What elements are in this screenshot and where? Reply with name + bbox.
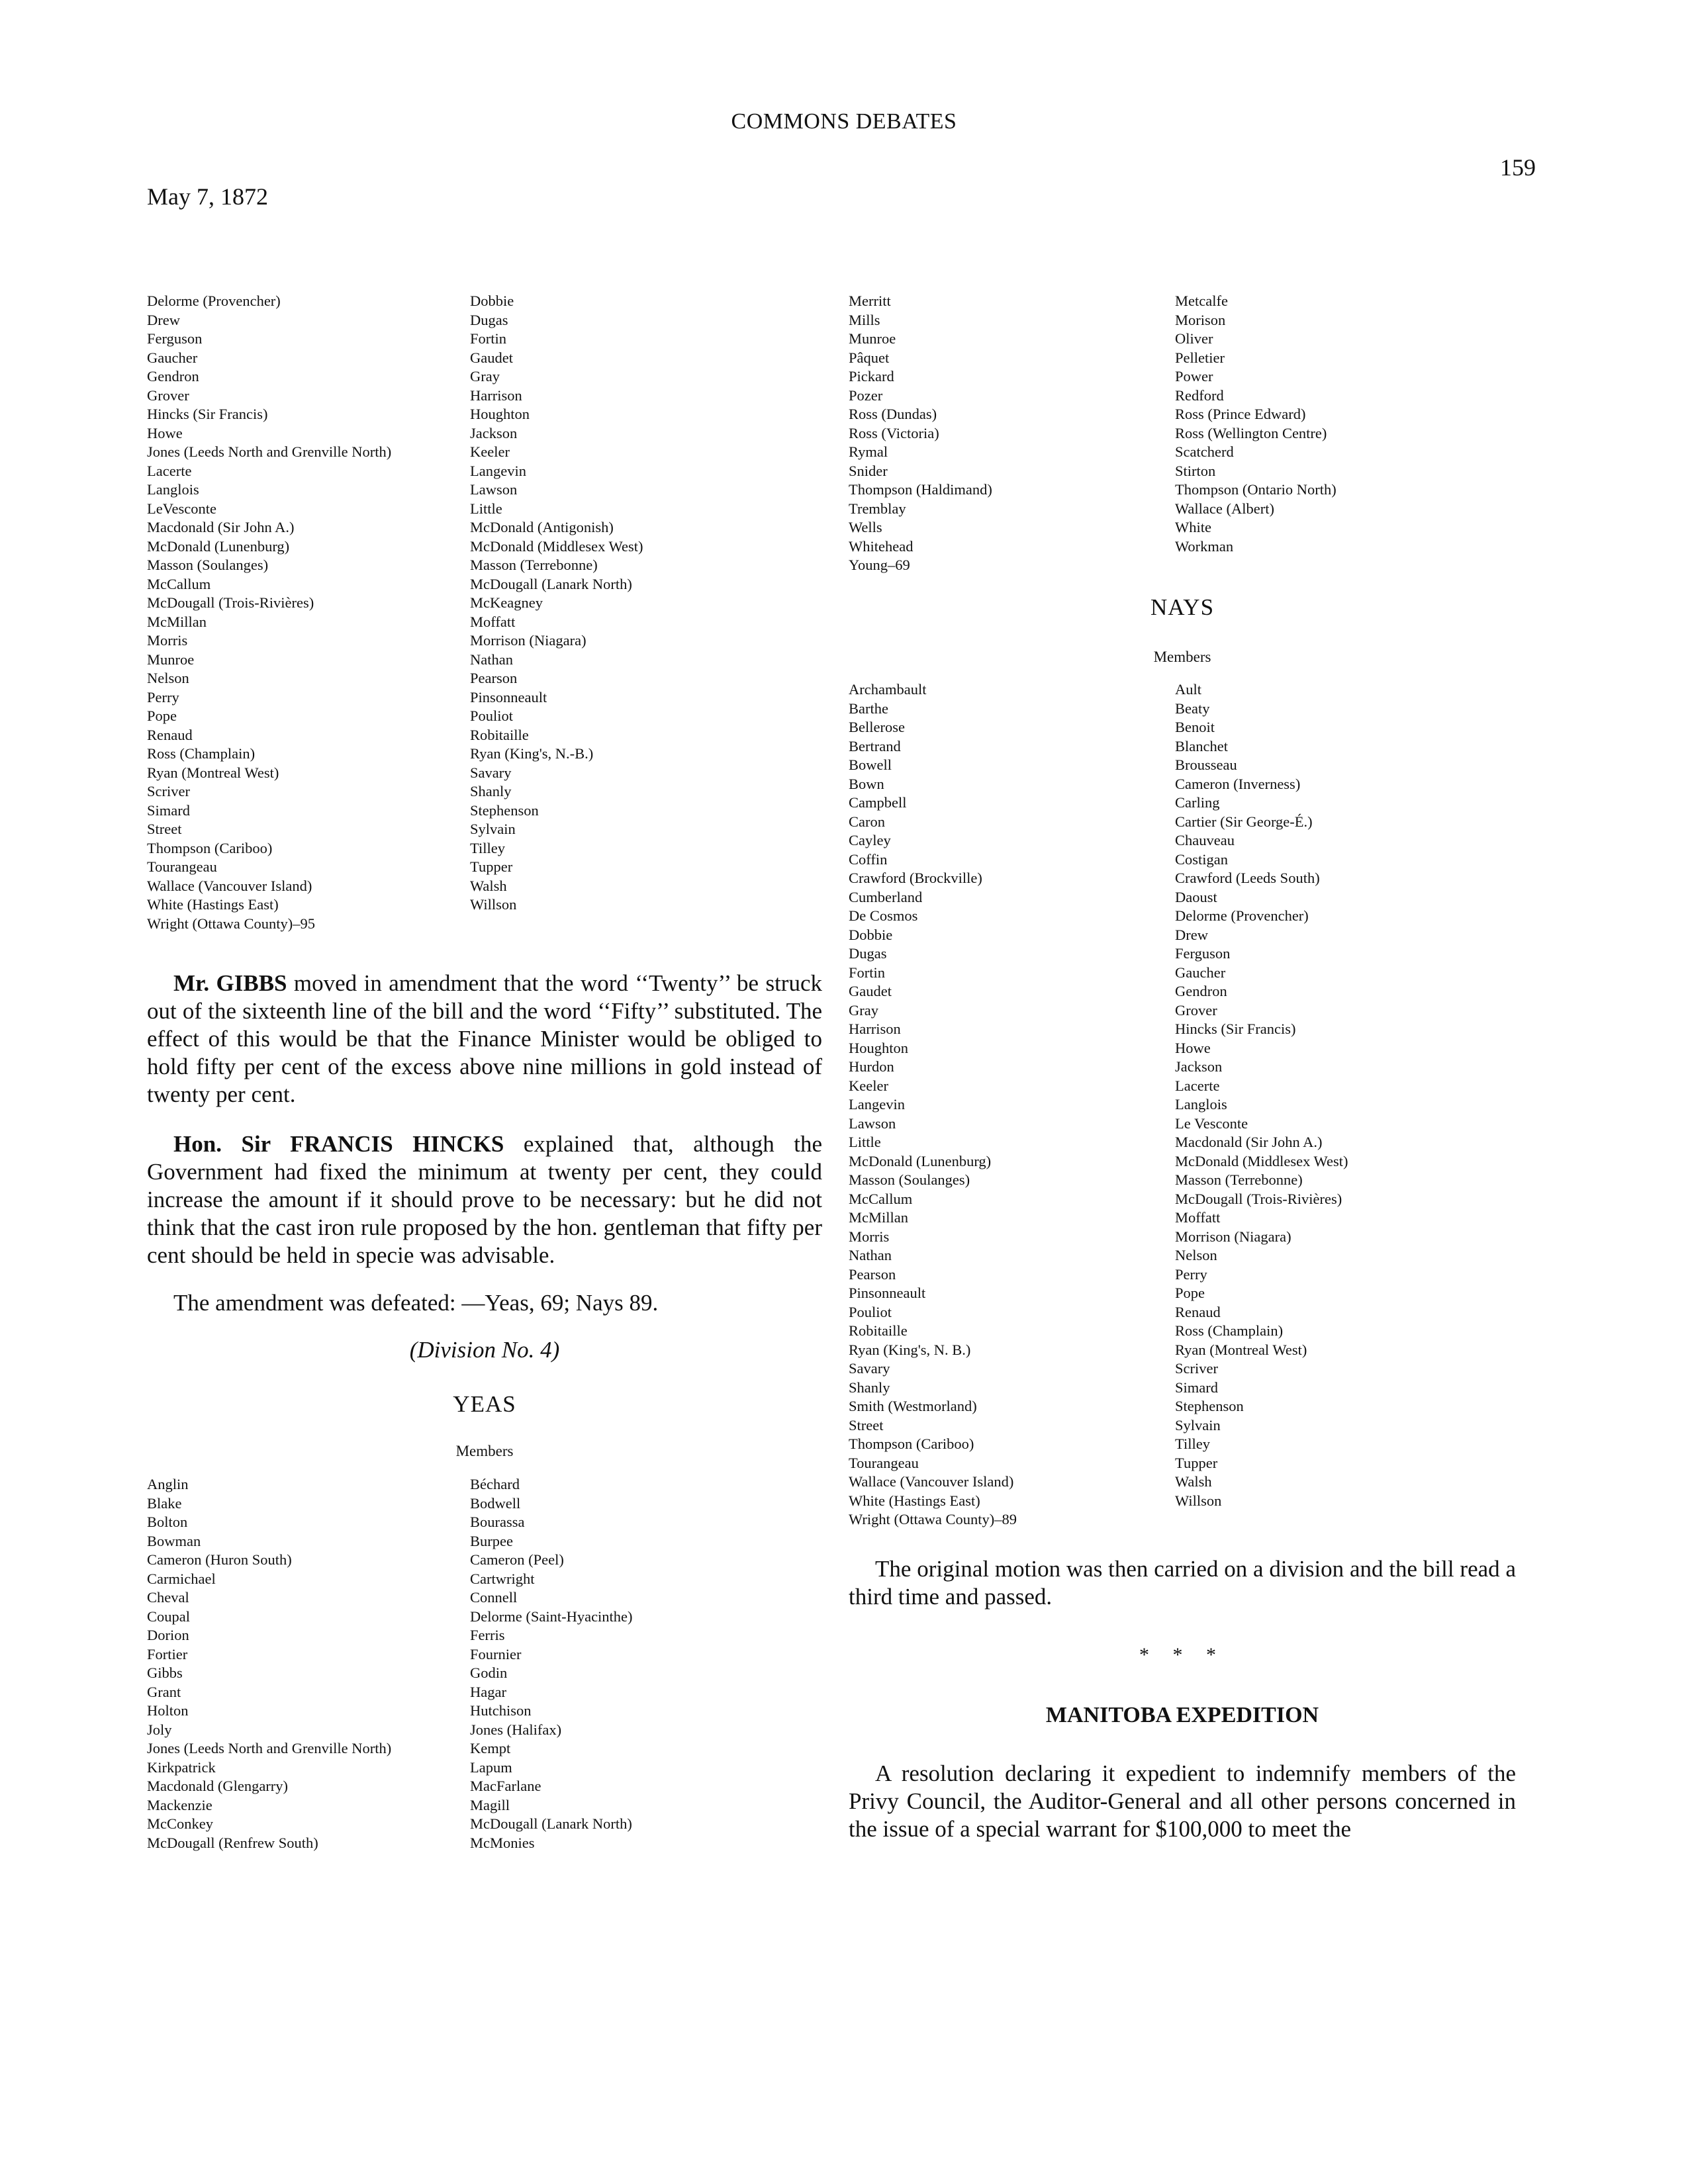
- member-name: Little: [849, 1134, 881, 1150]
- member-name: Dobbie: [849, 926, 893, 943]
- running-head: COMMONS DEBATES: [731, 109, 957, 134]
- member-name: Ross (Champlain): [1175, 1322, 1284, 1339]
- member-name: Bertrand: [849, 737, 901, 754]
- member-name: Hutchison: [470, 1702, 532, 1719]
- member-name: Renaud: [1175, 1303, 1221, 1320]
- member-name: Pelletier: [1175, 349, 1225, 366]
- member-name: Gaucher: [147, 349, 198, 366]
- member-name: McCallum: [147, 575, 211, 592]
- member-name: Workman: [1175, 537, 1234, 555]
- member-name: Béchard: [470, 1476, 520, 1492]
- member-name: McMillan: [849, 1209, 908, 1226]
- member-name: Crawford (Brockville): [849, 870, 982, 886]
- member-name: Munroe: [849, 330, 896, 347]
- member-name: Carling: [1175, 794, 1220, 811]
- member-name: Houghton: [849, 1039, 908, 1056]
- gibbs-amendment-text: moved in amendment that the word ‘‘Twenty’’ be struck out of the sixteenth line of the bill and the word ‘‘Fifty’’ substituted. The effect of this would be that the Finance Minister would be obliged to hold fifty per cent of the excess above nine millions in gold instead of twenty per cent.: [147, 970, 822, 1107]
- member-name: Delorme (Provencher): [1175, 907, 1309, 924]
- member-name: Gray: [849, 1001, 878, 1019]
- member-name: Le Vesconte: [1175, 1115, 1248, 1132]
- member-name: Grant: [147, 1683, 181, 1700]
- member-name: Tremblay: [849, 500, 906, 517]
- member-name: Fortin: [849, 964, 886, 981]
- member-name: Thompson (Cariboo): [147, 839, 273, 856]
- member-name: Scriver: [147, 783, 190, 799]
- member-name: Wallace (Albert): [1175, 500, 1274, 517]
- member-name: Wallace (Vancouver Island): [849, 1473, 1014, 1490]
- member-name: Metcalfe: [1175, 293, 1228, 309]
- member-name: McMonies: [470, 1834, 535, 1851]
- member-name: Magill: [470, 1796, 510, 1813]
- member-name: Pope: [147, 707, 177, 724]
- member-name: Scriver: [1175, 1360, 1218, 1377]
- member-name: Lawson: [470, 481, 518, 498]
- yeas-col2: [470, 1475, 633, 1852]
- member-name: Morris: [147, 632, 188, 649]
- member-name: Delorme (Saint-Hyacinthe): [470, 1608, 633, 1625]
- member-name: Jackson: [1175, 1058, 1223, 1075]
- member-name: Sylvain: [470, 821, 516, 837]
- member-name: Cartwright: [470, 1570, 535, 1587]
- member-name: Snider: [849, 462, 888, 479]
- member-name: Bowman: [147, 1532, 201, 1549]
- member-name: Gray: [470, 368, 500, 385]
- member-name: Gendron: [147, 368, 199, 385]
- member-name: Merritt: [849, 293, 891, 309]
- member-name: Wright (Ottawa County)–95: [147, 915, 316, 932]
- member-name: Langlois: [1175, 1096, 1227, 1113]
- member-name: Pozer: [849, 387, 883, 404]
- member-name: Pouliot: [470, 707, 514, 724]
- member-name: Fortier: [147, 1645, 188, 1662]
- member-name: Lapum: [470, 1758, 512, 1776]
- member-name: Bolton: [147, 1514, 188, 1530]
- member-name: Shanly: [849, 1379, 890, 1396]
- member-name: Ferris: [470, 1627, 505, 1643]
- member-name: White: [1175, 519, 1211, 535]
- member-name: Pearson: [470, 670, 518, 686]
- member-name: McConkey: [147, 1815, 213, 1832]
- member-name: McDougall (Renfrew South): [147, 1834, 318, 1851]
- member-name: Masson (Terrebonne): [470, 557, 598, 573]
- member-name: McDonald (Lunenburg): [147, 537, 290, 555]
- member-name: Young–69: [849, 557, 910, 573]
- member-name: Simard: [1175, 1379, 1218, 1396]
- member-name: Kirkpatrick: [147, 1758, 216, 1776]
- member-name: Nathan: [849, 1247, 892, 1263]
- member-name: Walsh: [470, 877, 507, 894]
- member-name: Stephenson: [1175, 1398, 1244, 1414]
- speaker-hincks: Hon. Sir FRANCIS HINCKS: [173, 1131, 504, 1157]
- member-name: Dorion: [147, 1627, 189, 1643]
- member-name: Brousseau: [1175, 756, 1237, 773]
- member-name: Macdonald (Glengarry): [147, 1778, 289, 1794]
- member-name: Tilley: [470, 839, 505, 856]
- section-separator: * * *: [1139, 1644, 1225, 1666]
- member-name: Masson (Soulanges): [147, 557, 269, 573]
- member-name: Barthe: [849, 700, 888, 717]
- member-name: Macdonald (Sir John A.): [1175, 1134, 1323, 1150]
- member-name: Willson: [470, 896, 517, 913]
- member-name: Street: [147, 821, 182, 837]
- member-name: Ryan (Montreal West): [1175, 1341, 1307, 1358]
- member-name: Fortin: [470, 330, 507, 347]
- member-name: Cheval: [147, 1589, 189, 1606]
- member-name: Ross (Champlain): [147, 745, 256, 762]
- member-name: Hurdon: [849, 1058, 894, 1075]
- member-name: Ferguson: [1175, 945, 1231, 962]
- member-name: McKeagney: [470, 594, 543, 611]
- member-name: Thompson (Haldimand): [849, 481, 992, 498]
- member-name: Sylvain: [1175, 1416, 1221, 1433]
- member-name: Tupper: [1175, 1454, 1218, 1471]
- member-name: Nelson: [1175, 1247, 1217, 1263]
- member-name: Tupper: [470, 858, 513, 875]
- member-name: Archambault: [849, 681, 927, 698]
- member-name: Tourangeau: [849, 1454, 919, 1471]
- member-name: Little: [470, 500, 502, 517]
- member-name: Thompson (Cariboo): [849, 1435, 974, 1452]
- page-date: May 7, 1872: [147, 183, 268, 210]
- member-name: Chauveau: [1175, 832, 1235, 848]
- member-name: Holton: [147, 1702, 189, 1719]
- nays-heading: NAYS: [1150, 594, 1215, 620]
- member-name: Joly: [147, 1721, 172, 1738]
- member-name: Burpee: [470, 1532, 513, 1549]
- member-name: Grover: [1175, 1001, 1217, 1019]
- member-name: Whitehead: [849, 537, 914, 555]
- member-name: McDougall (Trois-Rivières): [1175, 1190, 1342, 1207]
- member-name: Langevin: [470, 462, 526, 479]
- division-number: (Division No. 4): [409, 1337, 560, 1363]
- member-name: Morrison (Niagara): [470, 632, 586, 649]
- member-name: Lacerte: [147, 462, 192, 479]
- member-name: Connell: [470, 1589, 518, 1606]
- member-name: White (Hastings East): [147, 896, 279, 913]
- member-name: Moffatt: [470, 613, 516, 630]
- member-name: McDougall (Trois-Rivières): [147, 594, 314, 611]
- member-name: Ross (Wellington Centre): [1175, 424, 1327, 441]
- member-name: Grover: [147, 387, 189, 404]
- previous-yeas-col3: [849, 292, 992, 575]
- member-name: Macdonald (Sir John A.): [147, 519, 295, 535]
- member-name: Munroe: [147, 651, 195, 668]
- member-name: Hincks (Sir Francis): [147, 406, 268, 422]
- member-name: Cameron (Inverness): [1175, 775, 1301, 792]
- member-name: Masson (Terrebonne): [1175, 1171, 1303, 1188]
- member-name: White (Hastings East): [849, 1492, 980, 1509]
- member-name: McCallum: [849, 1190, 913, 1207]
- member-name: McDonald (Middlesex West): [1175, 1152, 1348, 1169]
- member-name: Pickard: [849, 368, 894, 385]
- speaker-gibbs: Mr. GIBBS: [173, 970, 287, 996]
- member-name: Kempt: [470, 1740, 511, 1756]
- member-name: Jones (Leeds North and Grenville North): [147, 1740, 392, 1756]
- member-name: Stephenson: [470, 801, 539, 819]
- member-name: Ryan (Montreal West): [147, 764, 279, 781]
- nays-col2: [1175, 680, 1348, 1510]
- member-name: Robitaille: [470, 726, 529, 743]
- member-name: Hincks (Sir Francis): [1175, 1021, 1296, 1037]
- member-name: Costigan: [1175, 850, 1229, 868]
- member-name: Bown: [849, 775, 884, 792]
- member-name: Keeler: [470, 443, 510, 460]
- member-name: Smith (Westmorland): [849, 1398, 977, 1414]
- member-name: Delorme (Provencher): [147, 293, 281, 309]
- member-name: Willson: [1175, 1492, 1222, 1509]
- member-name: Carmichael: [147, 1570, 216, 1587]
- member-name: Pouliot: [849, 1303, 892, 1320]
- member-name: Perry: [147, 688, 179, 705]
- member-name: Renaud: [147, 726, 193, 743]
- member-name: Dobbie: [470, 293, 514, 309]
- member-name: Wallace (Vancouver Island): [147, 877, 312, 894]
- member-name: Houghton: [470, 406, 530, 422]
- member-name: Morris: [849, 1228, 890, 1245]
- member-name: Walsh: [1175, 1473, 1212, 1490]
- member-name: Bodwell: [470, 1494, 521, 1512]
- member-name: Thompson (Ontario North): [1175, 481, 1336, 498]
- yeas-col1: [147, 1475, 391, 1852]
- member-name: Pinsonneault: [849, 1285, 926, 1301]
- member-name: Cameron (Peel): [470, 1551, 564, 1568]
- member-name: Redford: [1175, 387, 1224, 404]
- member-name: Lawson: [849, 1115, 896, 1132]
- member-name: Fournier: [470, 1645, 522, 1662]
- member-name: Godin: [470, 1664, 508, 1681]
- member-name: Cayley: [849, 832, 891, 848]
- member-name: Bourassa: [470, 1514, 525, 1530]
- member-name: Mills: [849, 311, 880, 328]
- member-name: Dugas: [470, 311, 508, 328]
- member-name: Caron: [849, 813, 885, 830]
- member-name: Masson (Soulanges): [849, 1171, 970, 1188]
- member-name: Savary: [470, 764, 512, 781]
- previous-yeas-col2: [470, 292, 643, 915]
- member-name: Shanly: [470, 783, 512, 799]
- member-name: McMillan: [147, 613, 207, 630]
- member-name: Dugas: [849, 945, 887, 962]
- member-name: Simard: [147, 801, 190, 819]
- member-name: Bellerose: [849, 719, 905, 735]
- member-name: Pâquet: [849, 349, 890, 366]
- member-name: Gibbs: [147, 1664, 183, 1681]
- member-name: LeVesconte: [147, 500, 216, 517]
- member-name: Pope: [1175, 1285, 1205, 1301]
- hincks-text: explained that, although the Government had fixed the minimum at twenty per cent, they could increase the amount if it should prove to be necessary: but he did not think that the cast iron rule proposed by the hon. gentleman that fifty per cent should be held in specie was advisable.: [147, 1131, 823, 1268]
- member-name: Coupal: [147, 1608, 190, 1625]
- nays-members-label: Members: [1153, 649, 1211, 665]
- member-name: McDonald (Lunenburg): [849, 1152, 992, 1169]
- member-name: Tilley: [1175, 1435, 1210, 1452]
- member-name: Langlois: [147, 481, 199, 498]
- member-name: Jones (Halifax): [470, 1721, 562, 1738]
- member-name: Morison: [1175, 311, 1226, 328]
- amendment-result: The amendment was defeated: —Yeas, 69; Nays 89.: [173, 1290, 659, 1316]
- hincks-paragraph: [147, 1130, 822, 1269]
- member-name: Drew: [1175, 926, 1208, 943]
- member-name: Drew: [147, 311, 180, 328]
- member-name: Cameron (Huron South): [147, 1551, 292, 1568]
- gibbs-amendment-paragraph: [147, 970, 822, 1109]
- member-name: Crawford (Leeds South): [1175, 870, 1320, 886]
- previous-yeas-col4: [1175, 292, 1336, 556]
- member-name: Cartier (Sir George-É.): [1175, 813, 1313, 830]
- member-name: Pinsonneault: [470, 688, 547, 705]
- member-name: Gaudet: [849, 983, 892, 999]
- member-name: Hagar: [470, 1683, 506, 1700]
- member-name: Howe: [147, 424, 183, 441]
- member-name: Wells: [849, 519, 882, 535]
- member-name: Scatcherd: [1175, 443, 1234, 460]
- nays-col1: [849, 680, 1017, 1529]
- member-name: Lacerte: [1175, 1077, 1220, 1094]
- member-name: Campbell: [849, 794, 907, 811]
- member-name: Bowell: [849, 756, 892, 773]
- member-name: Ross (Victoria): [849, 424, 939, 441]
- member-name: Power: [1175, 368, 1213, 385]
- member-name: De Cosmos: [849, 907, 918, 924]
- member-name: Jones (Leeds North and Grenville North): [147, 443, 392, 460]
- member-name: Gendron: [1175, 983, 1227, 999]
- member-name: Nathan: [470, 651, 513, 668]
- member-name: Mackenzie: [147, 1796, 212, 1813]
- member-name: Jackson: [470, 424, 518, 441]
- member-name: McDougall (Lanark North): [470, 1815, 632, 1832]
- member-name: McDonald (Middlesex West): [470, 537, 643, 555]
- member-name: Daoust: [1175, 888, 1217, 905]
- yeas-heading: YEAS: [453, 1391, 516, 1417]
- member-name: Stirton: [1175, 462, 1216, 479]
- original-motion-paragraph: The original motion was then carried on a division and the bill read a third time and passed.: [849, 1556, 1516, 1610]
- member-name: Robitaille: [849, 1322, 908, 1339]
- member-name: Perry: [1175, 1265, 1207, 1283]
- member-name: Langevin: [849, 1096, 905, 1113]
- member-name: Rymal: [849, 443, 888, 460]
- member-name: Nelson: [147, 670, 189, 686]
- yeas-members-label: Members: [455, 1443, 514, 1459]
- member-name: McDonald (Antigonish): [470, 519, 614, 535]
- member-name: Ross (Dundas): [849, 406, 937, 422]
- member-name: Ross (Prince Edward): [1175, 406, 1306, 422]
- member-name: Tourangeau: [147, 858, 217, 875]
- member-name: Blanchet: [1175, 737, 1228, 754]
- member-name: Ferguson: [147, 330, 203, 347]
- member-name: Gaucher: [1175, 964, 1226, 981]
- member-name: Blake: [147, 1494, 182, 1512]
- member-name: MacFarlane: [470, 1778, 541, 1794]
- member-name: Pearson: [849, 1265, 896, 1283]
- section-heading-manitoba: MANITOBA EXPEDITION: [1045, 1703, 1319, 1727]
- member-name: Street: [849, 1416, 884, 1433]
- member-name: Howe: [1175, 1039, 1211, 1056]
- member-name: Savary: [849, 1360, 890, 1377]
- member-name: McDougall (Lanark North): [470, 575, 632, 592]
- member-name: Moffatt: [1175, 1209, 1221, 1226]
- member-name: Coffin: [849, 850, 888, 868]
- member-name: Benoit: [1175, 719, 1215, 735]
- previous-yeas-col1: [147, 292, 391, 933]
- member-name: Beaty: [1175, 700, 1210, 717]
- member-name: Ault: [1175, 681, 1202, 698]
- member-name: Harrison: [470, 387, 522, 404]
- member-name: Ryan (King's, N. B.): [849, 1341, 971, 1358]
- member-name: Harrison: [849, 1021, 901, 1037]
- member-name: Wright (Ottawa County)–89: [849, 1511, 1017, 1527]
- member-name: Oliver: [1175, 330, 1213, 347]
- manitoba-resolution-paragraph: A resolution declaring it expedient to indemnify members of the Privy Council, the Auditor-General and all other persons concerned in the issue of a special warrant for $100,000 to meet the: [849, 1760, 1516, 1842]
- member-name: Morrison (Niagara): [1175, 1228, 1291, 1245]
- member-name: Cumberland: [849, 888, 923, 905]
- member-name: Gaudet: [470, 349, 513, 366]
- member-name: Keeler: [849, 1077, 888, 1094]
- member-name: Anglin: [147, 1476, 189, 1492]
- page-number: 159: [1500, 154, 1536, 181]
- member-name: Ryan (King's, N.-B.): [470, 745, 594, 762]
